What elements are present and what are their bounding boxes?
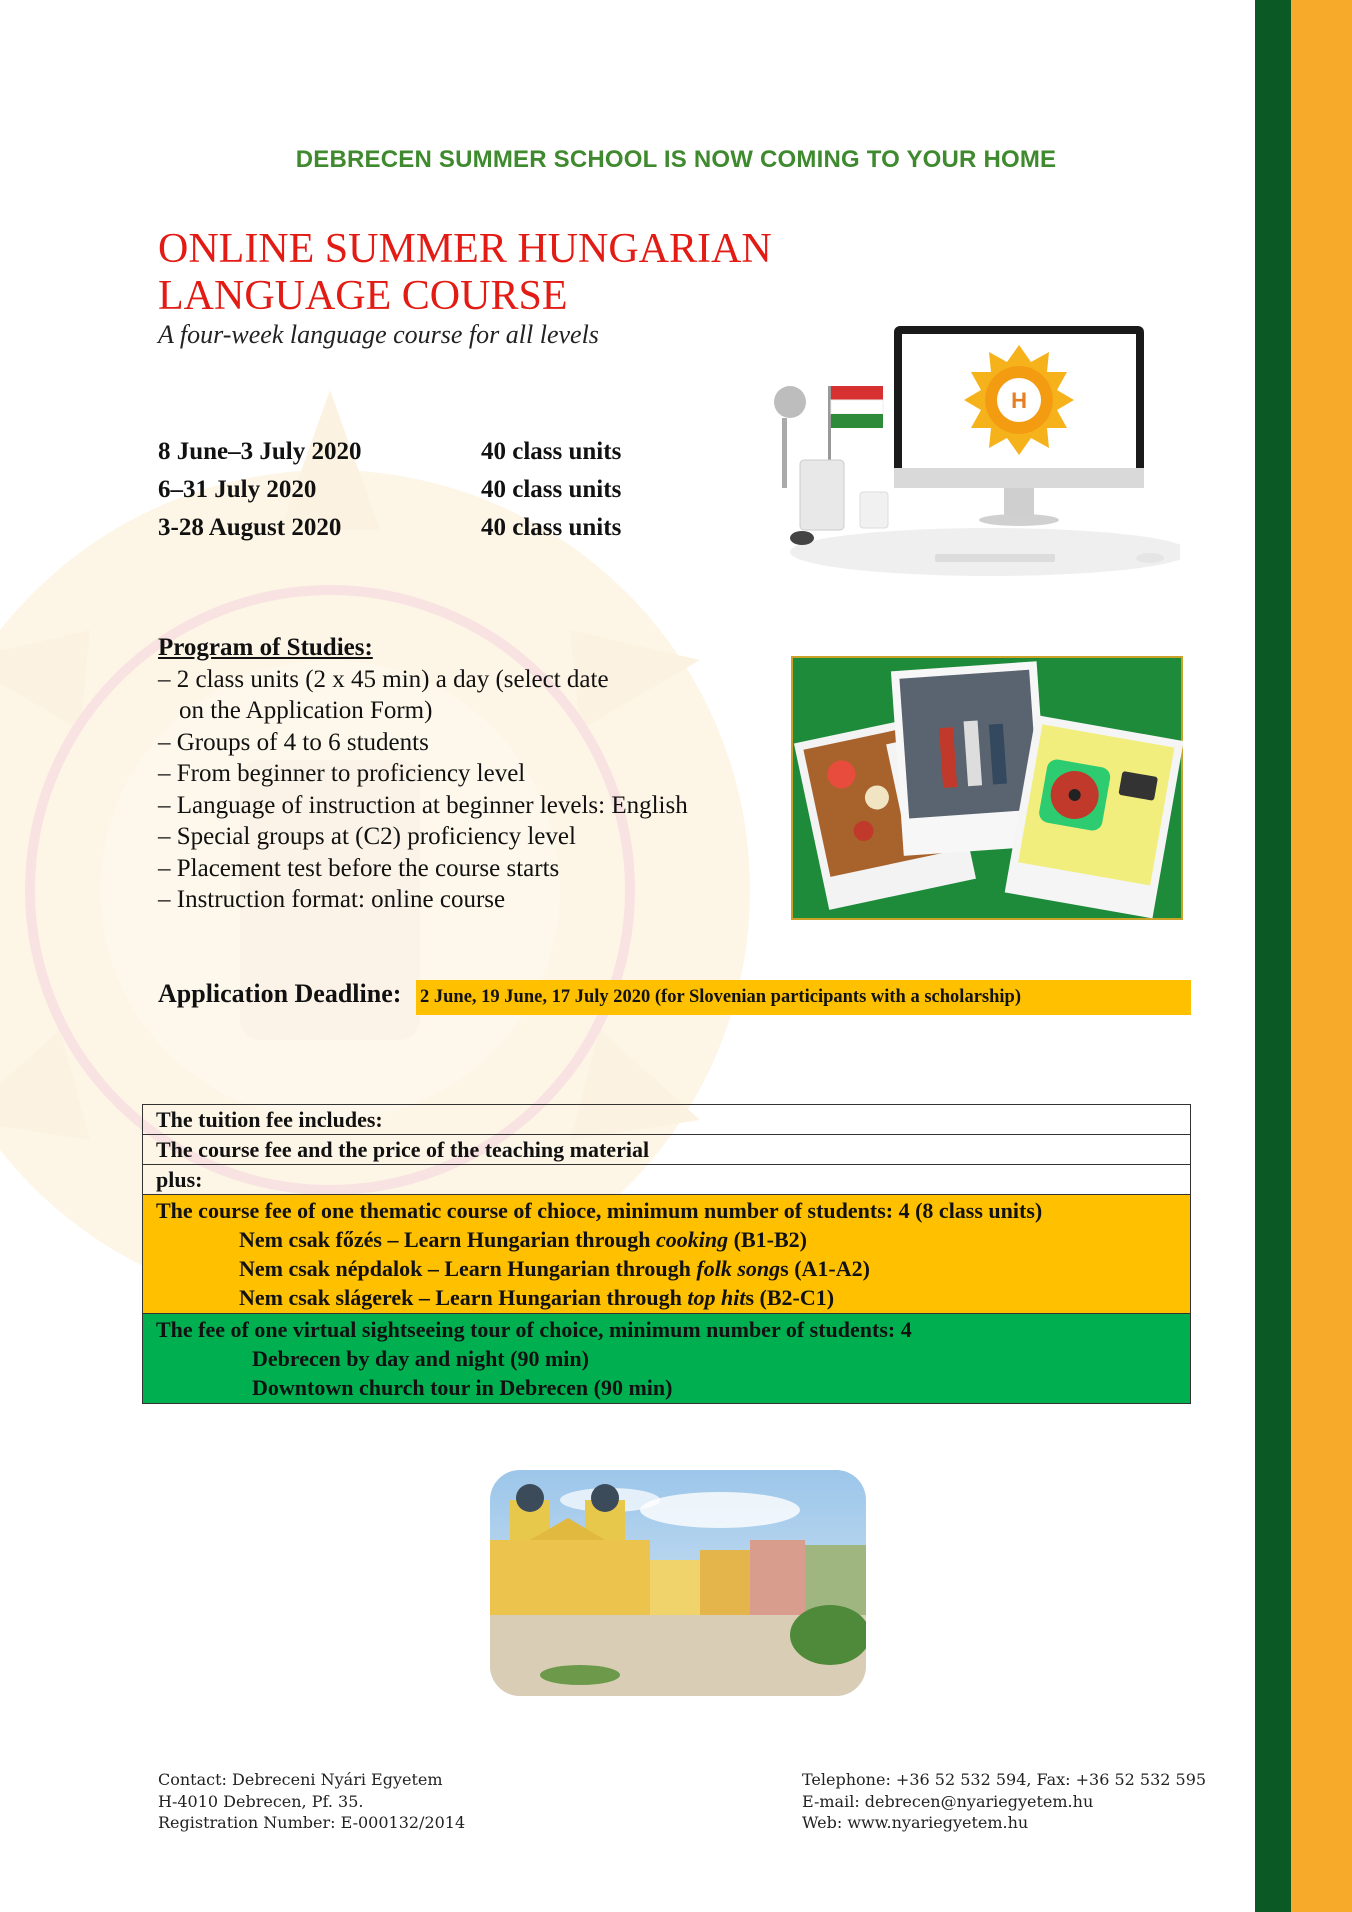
thematic-course-text: Nem csak slágerek – Learn Hungarian through xyxy=(239,1285,688,1310)
program-item: – Instruction format: online course xyxy=(158,886,506,913)
thematic-course-topic: cooking xyxy=(656,1227,729,1252)
thematic-course-item xyxy=(156,1254,1177,1283)
sightseeing-tour-block xyxy=(143,1314,1191,1404)
thematic-course-level: s (B2-C1) xyxy=(745,1285,835,1310)
thematic-heading: The course fee of one thematic course of chioce, minimum number of students: 4 (8 class units) xyxy=(156,1198,1043,1223)
deadline-dates: 2 June, 19 June, 17 July 2020 (for Slovenian participants with a scholarship) xyxy=(416,980,1191,1015)
title-line-2: LANGUAGE COURSE xyxy=(158,273,568,319)
headline: DEBRECEN SUMMER SCHOOL IS NOW COMING TO YOUR HOME xyxy=(295,146,1057,173)
footer-line: E-mail: debrecen@nyariegyetem.hu xyxy=(802,1791,1094,1811)
title-line-1: ONLINE SUMMER HUNGARIAN xyxy=(158,226,772,272)
fee-row: plus: xyxy=(143,1165,1191,1195)
program-of-studies xyxy=(158,632,688,916)
program-heading: Program of Studies: xyxy=(158,634,373,661)
thematic-course-level: s (A1-A2) xyxy=(780,1256,870,1281)
deadline-label: Application Deadline: xyxy=(158,979,402,1008)
footer-line: H-4010 Debrecen, Pf. 35. xyxy=(158,1791,364,1811)
session-units: 40 class units xyxy=(481,438,622,465)
session-dates-text: 8 June–3 July 2020 xyxy=(158,438,362,465)
svg-text:H: H xyxy=(1011,388,1027,413)
session-row xyxy=(158,471,621,509)
session-dates xyxy=(158,433,621,547)
thematic-course-block xyxy=(143,1195,1191,1314)
footer-line: Contact: Debreceni Nyári Egyetem xyxy=(158,1770,443,1789)
tour-item: Downtown church tour in Debrecen (90 min) xyxy=(252,1375,673,1400)
footer-line: Registration Number: E-000132/2014 xyxy=(158,1813,466,1832)
program-item: on the Application Form) xyxy=(179,697,433,724)
fee-row: The course fee and the price of the teaching material xyxy=(143,1135,1191,1165)
photo-collage-image xyxy=(791,656,1183,920)
course-title xyxy=(158,226,772,320)
tuition-fee-table xyxy=(142,1104,1191,1404)
program-item: – Placement test before the course starts xyxy=(158,854,560,882)
footer-line: Web: www.nyariegyetem.hu xyxy=(802,1813,1029,1832)
program-item: – Language of instruction at beginner levels: English xyxy=(158,791,688,819)
footer-line: Telephone: +36 52 532 594, Fax: +36 52 532 595 xyxy=(802,1770,1207,1789)
tour-heading: The fee of one virtual sightseeing tour of choice, minimum number of students: 4 xyxy=(156,1317,912,1342)
desk-computer-image xyxy=(760,292,1180,592)
fee-row: The tuition fee includes: xyxy=(143,1105,1191,1135)
session-row xyxy=(158,509,621,547)
program-item: – Special groups at (C2) proficiency level xyxy=(158,823,576,850)
thematic-course-text: Nem csak népdalok – Learn Hungarian through xyxy=(239,1256,697,1281)
thematic-course-level: (B1-B2) xyxy=(728,1227,807,1252)
course-subtitle: A four-week language course for all levels xyxy=(158,320,599,349)
thematic-course-topic: folk song xyxy=(696,1256,781,1281)
session-row xyxy=(158,433,621,471)
footer-telecom xyxy=(802,1769,1206,1834)
program-item: – From beginner to proficiency level xyxy=(158,760,526,787)
program-item: – 2 class units (2 x 45 min) a day (select date xyxy=(158,665,609,693)
side-stripe-orange xyxy=(1291,0,1352,1912)
thematic-course-text: Nem csak főzés – Learn Hungarian through xyxy=(239,1227,656,1252)
thematic-course-topic: top hit xyxy=(687,1285,746,1310)
session-dates-text: 6–31 July 2020 xyxy=(158,476,317,503)
program-item: – Groups of 4 to 6 students xyxy=(158,728,429,756)
thematic-course-item xyxy=(156,1283,1177,1312)
side-stripe-green xyxy=(1255,0,1291,1912)
footer-contact xyxy=(158,1769,465,1834)
tour-item: Debrecen by day and night (90 min) xyxy=(252,1346,589,1371)
debrecen-city-photo xyxy=(490,1470,866,1696)
session-units: 40 class units xyxy=(481,514,622,541)
session-units: 40 class units xyxy=(481,476,622,503)
thematic-course-item xyxy=(156,1225,1177,1254)
session-dates-text: 3-28 August 2020 xyxy=(158,514,342,541)
